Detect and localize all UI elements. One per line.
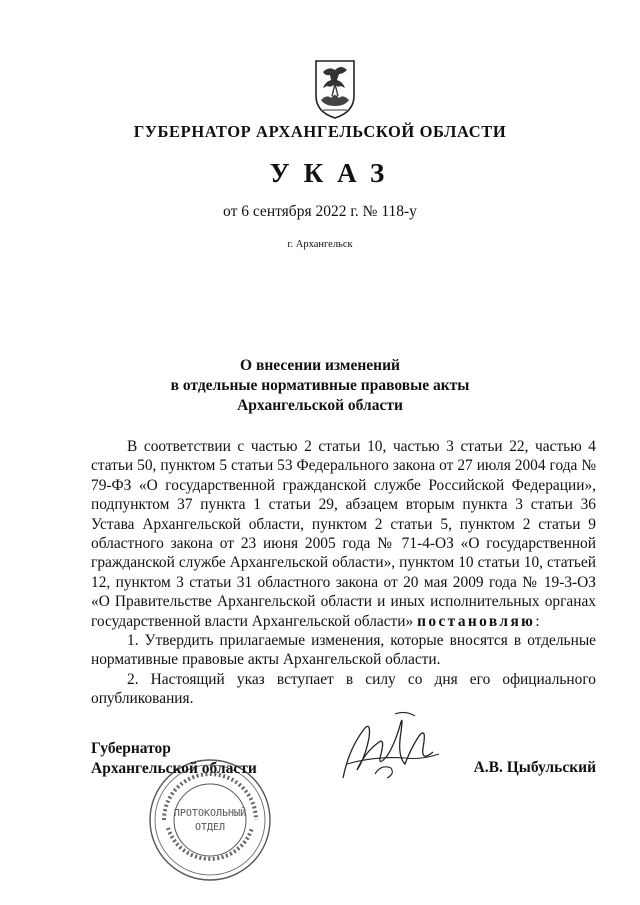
body-paragraph-2: 2. Настоящий указ вступает в силу со дня его официального опубликования. (91, 670, 596, 708)
preamble-text: В соответствии с частью 2 статьи 10, частью 3 статьи 22, частью 4 статьи 50, пунктом 5 статьи 53 Федерального закона от 27 июля 2004 года № 79-ФЗ «О государственной гражданской службе Российской Федерации», подпунктом 37 пункта 1 статьи 29, абзацем вторым пункта 3 статьи 36 Устава Архангельской области, пунктом 2 статьи 5, пунктом 2 статьи 9 областного закона от 23 июня 2005 года № 71-4-ОЗ «О государственной гражданской службе Архангельской области», пунктом 10 статьи 10, статьей 12, пунктом 3 статьи 31 областного закона от 20 мая 2009 года № 19-3-ОЗ «О Правительстве Архангельской области и иных исполнительных органах государственной власти Архангельской области» (91, 438, 596, 630)
handwritten-signature (335, 708, 445, 788)
document-type: УКАЗ (269, 158, 399, 188)
coat-of-arms-icon (313, 58, 357, 120)
document-body (91, 437, 596, 709)
body-paragraph-preamble (91, 437, 596, 631)
document-subject (0, 356, 640, 416)
decree-keyword: постановляю (417, 612, 536, 630)
stamp-center-line2: ОТДЕЛ (194, 822, 226, 833)
document-date-number: от 6 сентября 2022 г. № 118-у (223, 203, 417, 220)
authority-title: ГУБЕРНАТОР АРХАНГЕЛЬСКОЙ ОБЛАСТИ (133, 122, 507, 141)
document-place: г. Архангельск (287, 239, 353, 250)
subject-line: Архангельской области (237, 397, 403, 414)
body-paragraph-1: 1. Утвердить прилагаемые изменения, которые вносятся в отдельные нормативные правовые акты Архангельской области. (91, 632, 596, 669)
position-line: Архангельской области (91, 760, 257, 777)
preamble-end: : (535, 612, 540, 630)
position-line: Губернатор (91, 740, 171, 757)
subject-line: О внесении изменений (240, 357, 400, 374)
subject-line: в отдельные нормативные правовые акты (170, 377, 470, 394)
stamp-center-line1: ПРОТОКОЛЬНЫЙ (173, 808, 247, 819)
signatory-name: А.В. Цыбульский (473, 759, 596, 776)
signatory-position (91, 739, 257, 779)
